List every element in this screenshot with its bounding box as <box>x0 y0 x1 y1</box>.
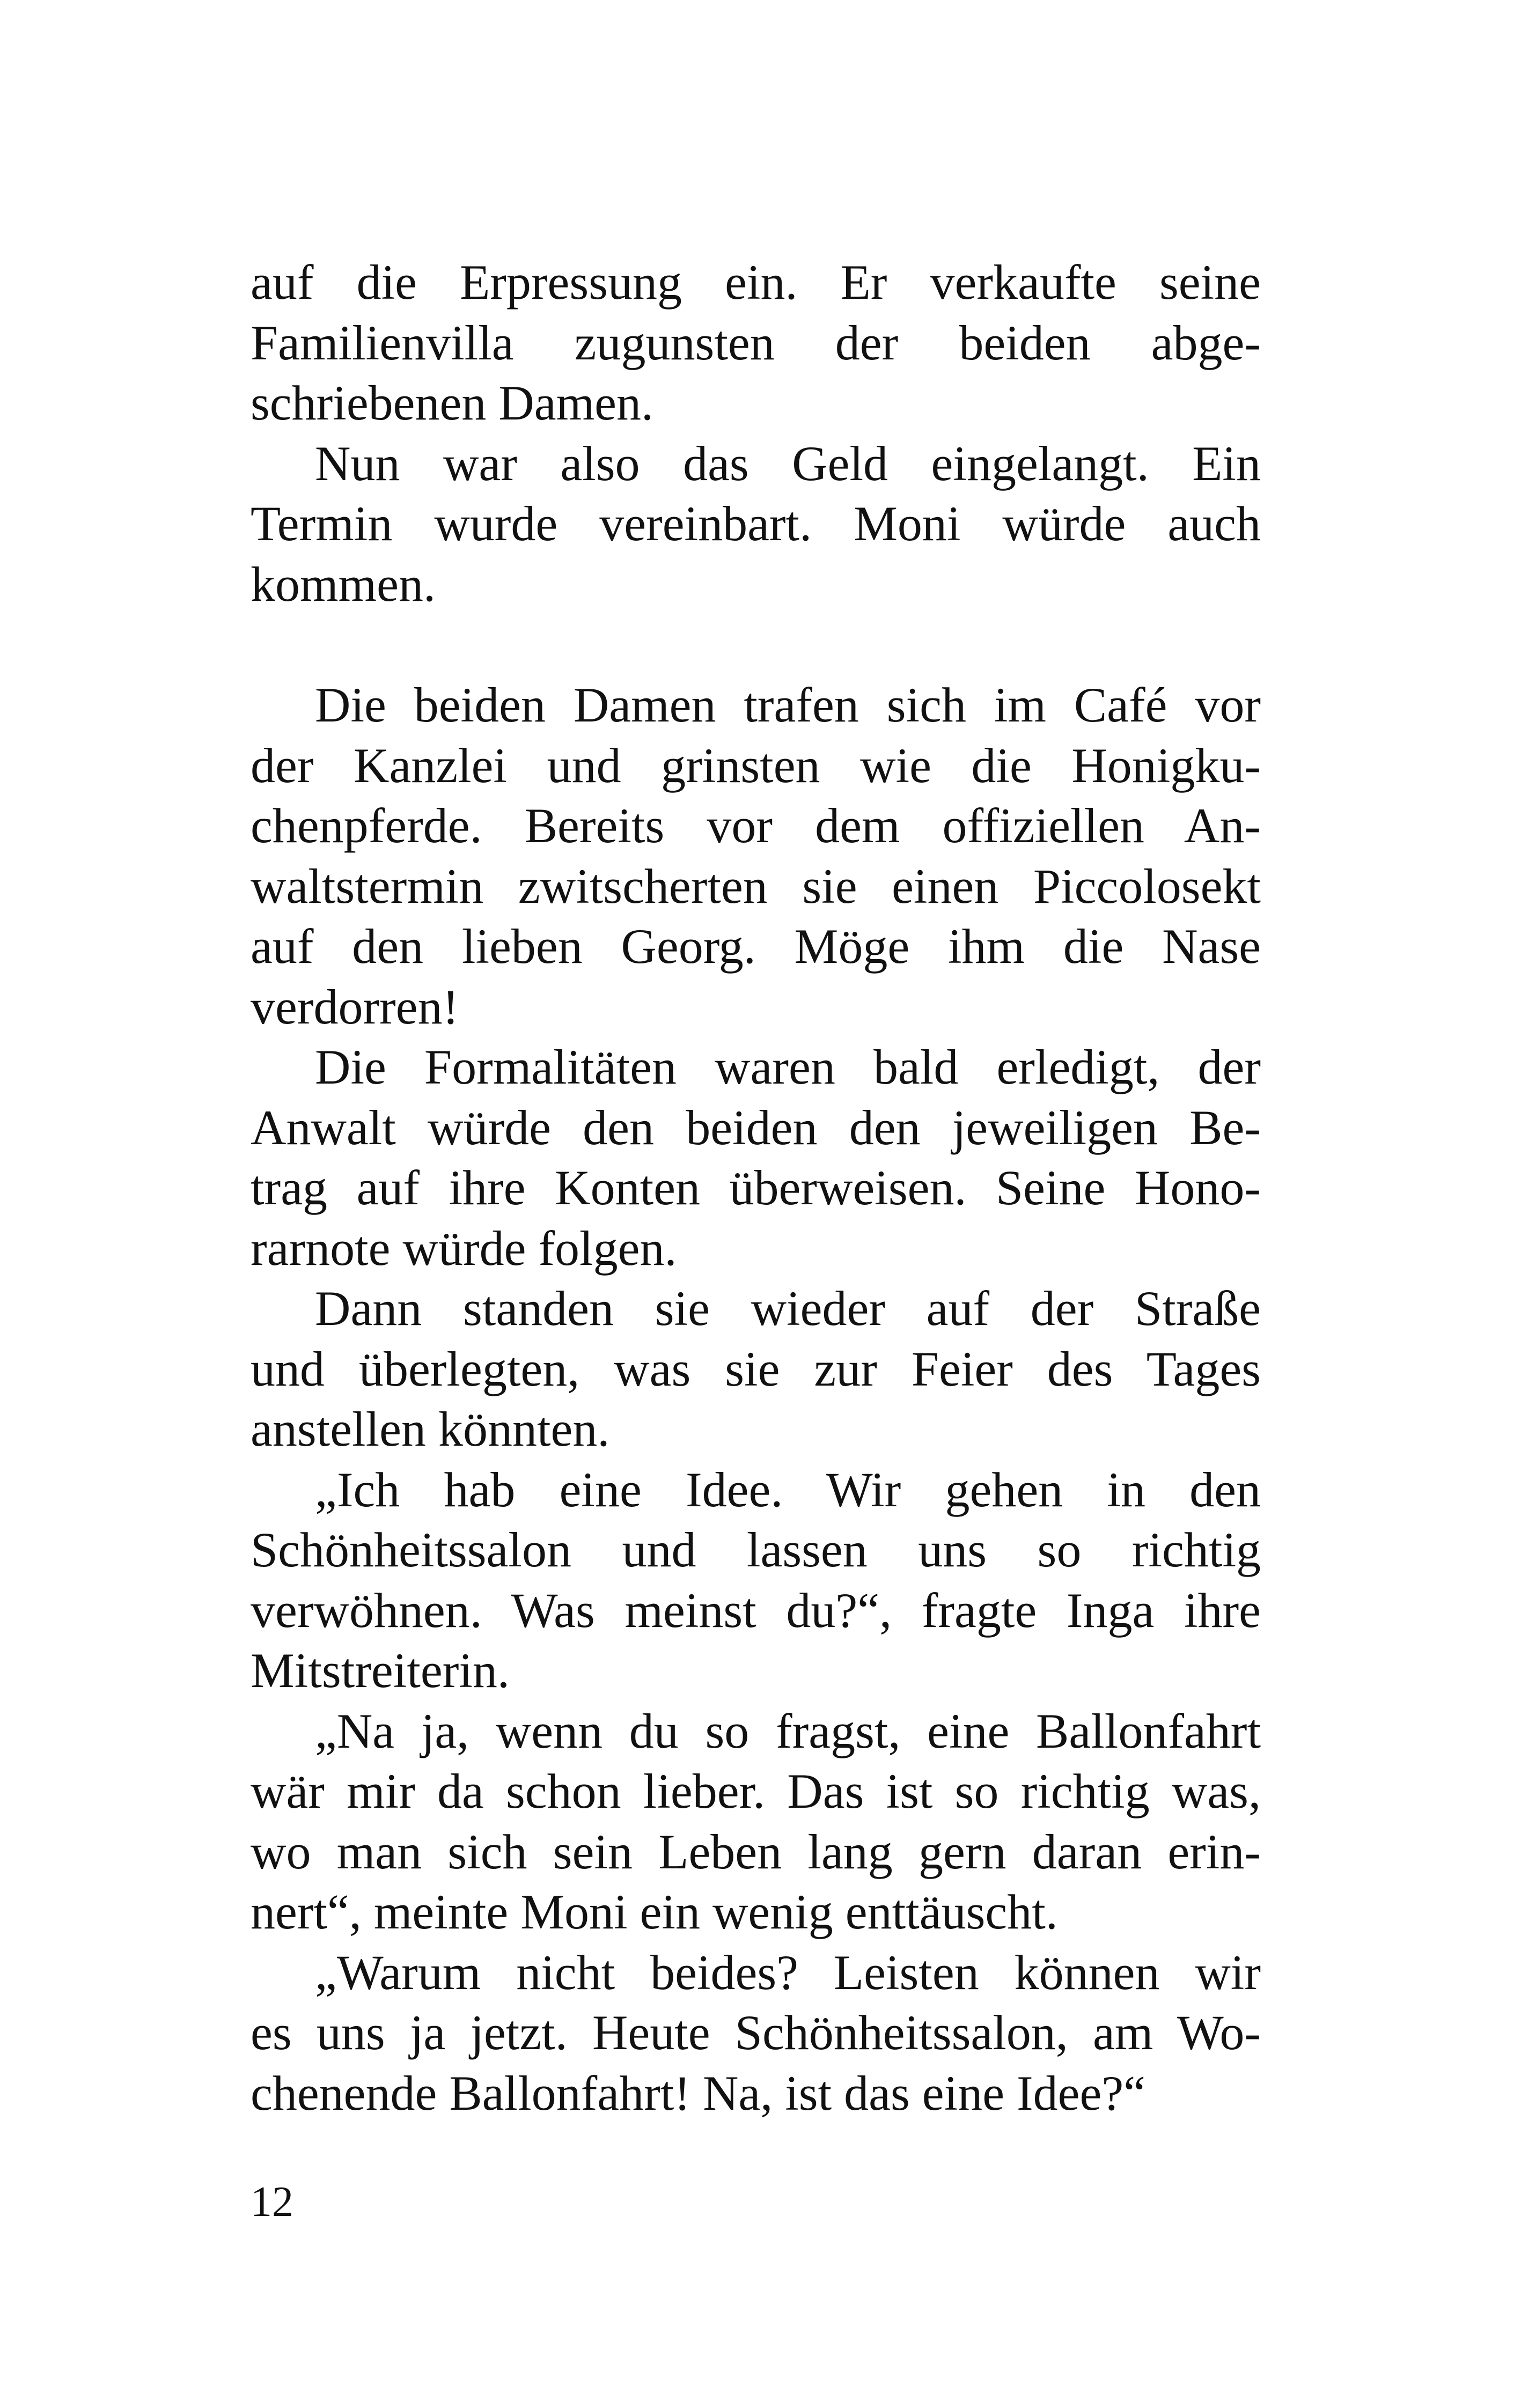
text-line: Dann standen sie wieder auf der Straße <box>315 1281 1261 1336</box>
text-line: Termin wurde vereinbart. Moni würde auch <box>251 496 1261 551</box>
text-line: Schönheitssalon und lassen uns so richtig <box>251 1522 1261 1577</box>
text-line: Die beiden Damen trafen sich im Café vor <box>315 678 1261 732</box>
text-line: anstellen könnten. <box>251 1402 610 1456</box>
text-line: Die Formalitäten waren bald erledigt, der <box>315 1040 1261 1094</box>
text-line: waltstermin zwitscherten sie einen Piccolosekt <box>251 858 1261 914</box>
text-line: wo man sich sein Leben lang gern daran erin- <box>251 1824 1261 1879</box>
text-line: Nun war also das Geld eingelangt. Ein <box>315 436 1261 491</box>
text-line: wär mir da schon lieber. Das ist so richtig was, <box>251 1764 1261 1818</box>
text-line: „Ich hab eine Idee. Wir gehen in den <box>315 1462 1261 1517</box>
text-line: Familienvilla zugunsten der beiden abge- <box>251 315 1261 370</box>
text-line: chenpferde. Bereits vor dem offiziellen An- <box>251 798 1261 853</box>
text-line: „Na ja, wenn du so fragst, eine Ballonfahrt <box>315 1703 1261 1758</box>
text-line: Mitstreiterin. <box>251 1643 510 1698</box>
paragraph-block-top <box>251 252 1261 614</box>
text-line: auf die Erpressung ein. Er verkaufte seine <box>251 255 1261 310</box>
text-line: kommen. <box>251 556 436 612</box>
text-line: nert“, meinte Moni ein wenig enttäuscht. <box>251 1884 1058 1939</box>
text-line: es uns ja jetzt. Heute Schönheitssalon, am Wo- <box>251 2005 1261 2060</box>
paragraph-block-main <box>251 675 1261 2123</box>
text-line: Anwalt würde den beiden den jeweiligen Be- <box>251 1100 1261 1155</box>
text-line: der Kanzlei und grinsten wie die Honigku- <box>251 738 1261 793</box>
text-line: schriebenen Damen. <box>251 375 654 430</box>
text-line: auf den lieben Georg. Möge ihm die Nase <box>251 919 1261 974</box>
text-line: rarnote würde folgen. <box>251 1220 677 1276</box>
text-line: trag auf ihre Konten überweisen. Seine Hono- <box>251 1160 1261 1215</box>
page-number: 12 <box>251 2178 293 2226</box>
text-line: und überlegten, was sie zur Feier des Tages <box>251 1341 1261 1396</box>
text-line: verdorren! <box>251 979 459 1034</box>
text-line: verwöhnen. Was meinst du?“, fragte Inga ihre <box>251 1582 1261 1638</box>
text-line: chenende Ballonfahrt! Na, ist das eine Idee?“ <box>251 2065 1145 2120</box>
text-line: „Warum nicht beides? Leisten können wir <box>315 1945 1261 2000</box>
